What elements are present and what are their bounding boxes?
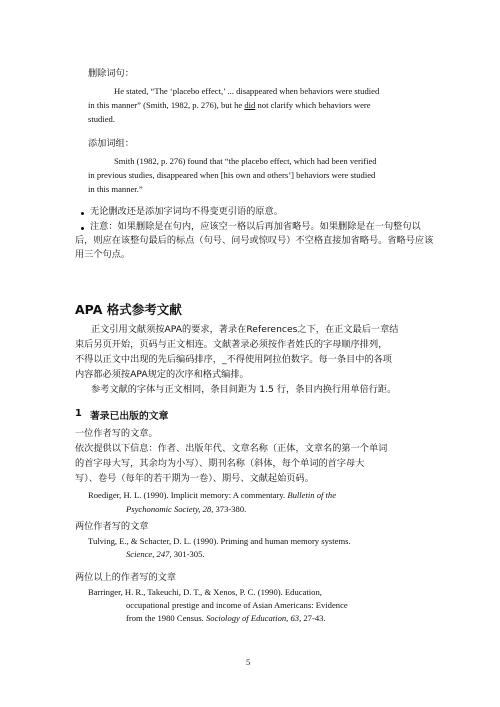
description-line: 的首字母大写，其余均为小写）、期刊名称（斜体，每个单词的首字母大 (75, 458, 365, 469)
section-title: APA 格式参考文献 (75, 302, 182, 317)
subsection-number: 1 (75, 408, 82, 419)
reference-line: occupational prestige and income of Asian Americans: Evidence (126, 600, 348, 610)
subsection-title: 著录已出版的文章 (90, 411, 169, 422)
reference-line: Psychonomic Society, 28, 373-380. (126, 504, 247, 514)
reference-line: Roediger, H. L. (1990). Implicit memory: A commentary. Bulletin of the (88, 490, 337, 500)
paragraph-line: 正文引用文献须按APA的要求，著录在References之下，在正文最后一章结 (91, 324, 399, 335)
paragraph-line: 不得以正文中出现的先后编码排序，_不得使用阿拉伯数字。每一条目中的各项 (75, 354, 392, 365)
description-line: 写）、卷号（每年的若干期为一卷）、期号、文献起始页码。 (75, 473, 314, 484)
deleting-label: 删除词句： (88, 68, 134, 79)
quote-line: He stated, “The ‘placebo effect,’ ... disappeared when behaviors were studied (114, 86, 380, 96)
page-number: 5 (246, 657, 251, 667)
reference-line: Barringer, H. R., Takeuchi, D. T., & Xenos, P. C. (1990). Education, (88, 587, 322, 597)
description-line: 依次提供以下信息：作者、出版年代、文章名称（正体，文章名的第一个单词 (75, 443, 388, 454)
bullet-text: 无论删改还是添加字词均不得变更引语的原意。 (90, 206, 283, 217)
group-label: 两位以上的作者写的文章 (75, 572, 177, 583)
reference-line: from the 1980 Census. Sociology of Education, 63, 27-43. (126, 613, 326, 623)
bullet-dot (81, 212, 84, 215)
paragraph-line: 束后另页开始，页码与正文相连。文献著录必须按作者姓氏的字母顺序排列， (75, 339, 388, 350)
paragraph-line: 内容都必须按APA规定的次序和格式编排。 (75, 369, 249, 380)
group-label: 一位作者写的文章。 (75, 428, 158, 439)
group-label: 两位作者写的文章 (75, 521, 149, 532)
bullet-text: 用三个句点。 (75, 249, 131, 260)
quote-line: in this manner.” (88, 184, 143, 194)
quote-line: in previous studies, disappeared when [his own and others’] behaviors were studied (88, 170, 376, 180)
adding-label: 添加词组： (88, 138, 134, 149)
bullet-text: 后，则应在该整句最后的标点（句号、问号或惊叹号）不空格直接加省略号。省略号应该 (75, 235, 434, 246)
quote-line: studied. (88, 114, 115, 124)
paragraph-line: 参考文献的字体与正文相同，条目间距为 1.5 行，条目内换行用单倍行距。 (91, 384, 397, 395)
quote-line: Smith (1982, p. 276) found that “the placebo effect, which had been verified (114, 156, 377, 166)
bullet-dot (81, 227, 84, 230)
bullet-text: 注意：如果删除是在句内，应该空一格以后再加省略号。如果删除是在一句整句以 (90, 221, 421, 232)
reference-line: Tulving, E., & Schacter, D. L. (1990). Priming and human memory systems. (88, 536, 351, 546)
quote-line: in this manner” (Smith, 1982, p. 276), but he did not clarify which behaviors were (88, 100, 371, 110)
reference-line: Science, 247, 301-305. (126, 549, 205, 559)
